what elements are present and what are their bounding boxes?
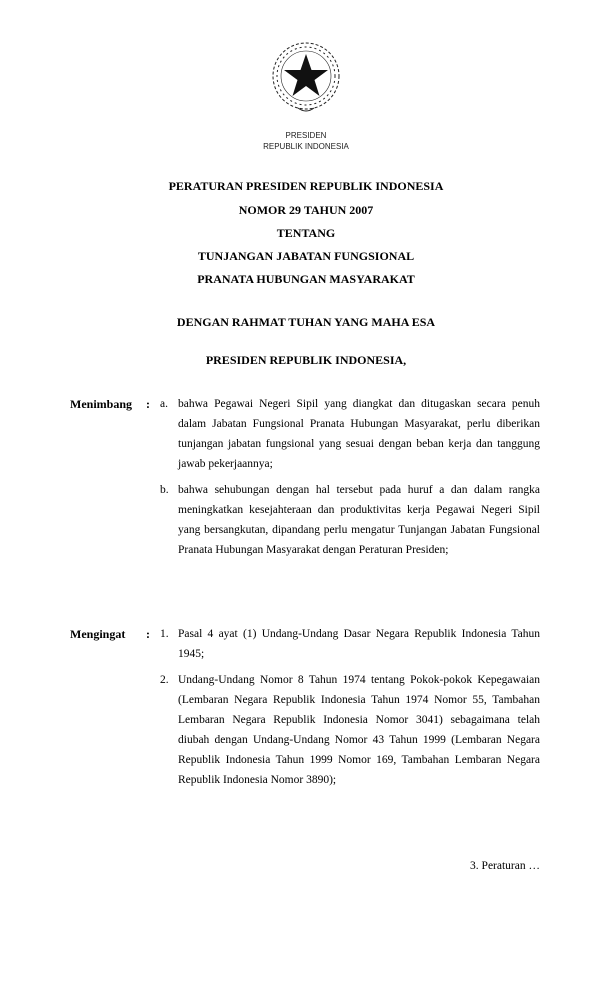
mengingat-item-1 — [160, 624, 540, 664]
menimbang-item-b — [160, 480, 540, 560]
menimbang-label: Menimbang — [70, 397, 133, 411]
issuer: PRESIDEN REPUBLIK INDONESIA, — [205, 353, 407, 367]
regulation-title: PERATURAN PRESIDEN REPUBLIK INDONESIA — [168, 179, 444, 193]
menimbang-section — [70, 394, 540, 566]
menimbang-item-a — [160, 394, 540, 474]
list-marker: 2. — [160, 674, 169, 686]
mengingat-item-2 — [160, 670, 540, 790]
regulation-number: NOMOR 29 TAHUN 2007 — [238, 203, 374, 217]
mengingat-colon: : — [146, 627, 150, 641]
regulation-about: TENTANG — [276, 226, 336, 240]
presidential-emblem-icon — [268, 40, 344, 116]
list-marker: b. — [160, 484, 169, 496]
mengingat-item-1-text: Pasal 4 ayat (1) Undang-Undang Dasar Negara Republik Indonesia Tahun 1945; — [178, 628, 540, 660]
menimbang-item-b-text: bahwa sehubungan dengan hal tersebut pada huruf a dan dalam rangka meningkatkan kesejahteraan dan produktivitas kerja Pegawai Negeri Sipil yang bersangkutan, dipandang perlu mengatur Tunjangan Jabatan Fungsional Pranata Hubungan Masyarakat dengan Peraturan Presiden; — [178, 484, 540, 556]
mengingat-item-2-text: Undang-Undang Nomor 8 Tahun 1974 tentang Pokok-pokok Kepegawaian (Lembaran Negara Republik Indonesia Tahun 1974 Nomor 55, Tambahan Lembaran Negara Republik Indonesia Nomor 3041) sebagaimana telah diubah dengan Undang-Undang Nomor 43 Tahun 1999 (Lembaran Negara Republik Indonesia Tahun 1999 Nomor 169, Tambahan Lembaran Negara Republik Indonesia Nomor 3890); — [178, 674, 540, 786]
continuation-marker: 3. Peraturan … — [470, 860, 540, 872]
list-marker: 1. — [160, 628, 169, 640]
mengingat-section — [70, 624, 540, 796]
menimbang-item-a-text: bahwa Pegawai Negeri Sipil yang diangkat dan ditugaskan secara penuh dalam Jabatan Fungsional Pranata Hubungan Masyarakat, perlu diberikan tunjangan jabatan fungsional yang sesuai dengan beban kerja dan tanggung jawab pekerjaannya; — [178, 398, 540, 470]
invocation: DENGAN RAHMAT TUHAN YANG MAHA ESA — [176, 315, 436, 329]
list-marker: a. — [160, 398, 168, 410]
regulation-subject-line1: TUNJANGAN JABATAN FUNGSIONAL — [197, 249, 415, 263]
emblem-caption-line2: REPUBLIK INDONESIA — [263, 142, 349, 151]
mengingat-label: Mengingat — [70, 627, 126, 641]
emblem-caption-line1: PRESIDEN — [285, 131, 327, 140]
regulation-subject-line2: PRANATA HUBUNGAN MASYARAKAT — [197, 272, 415, 286]
menimbang-colon: : — [146, 397, 150, 411]
